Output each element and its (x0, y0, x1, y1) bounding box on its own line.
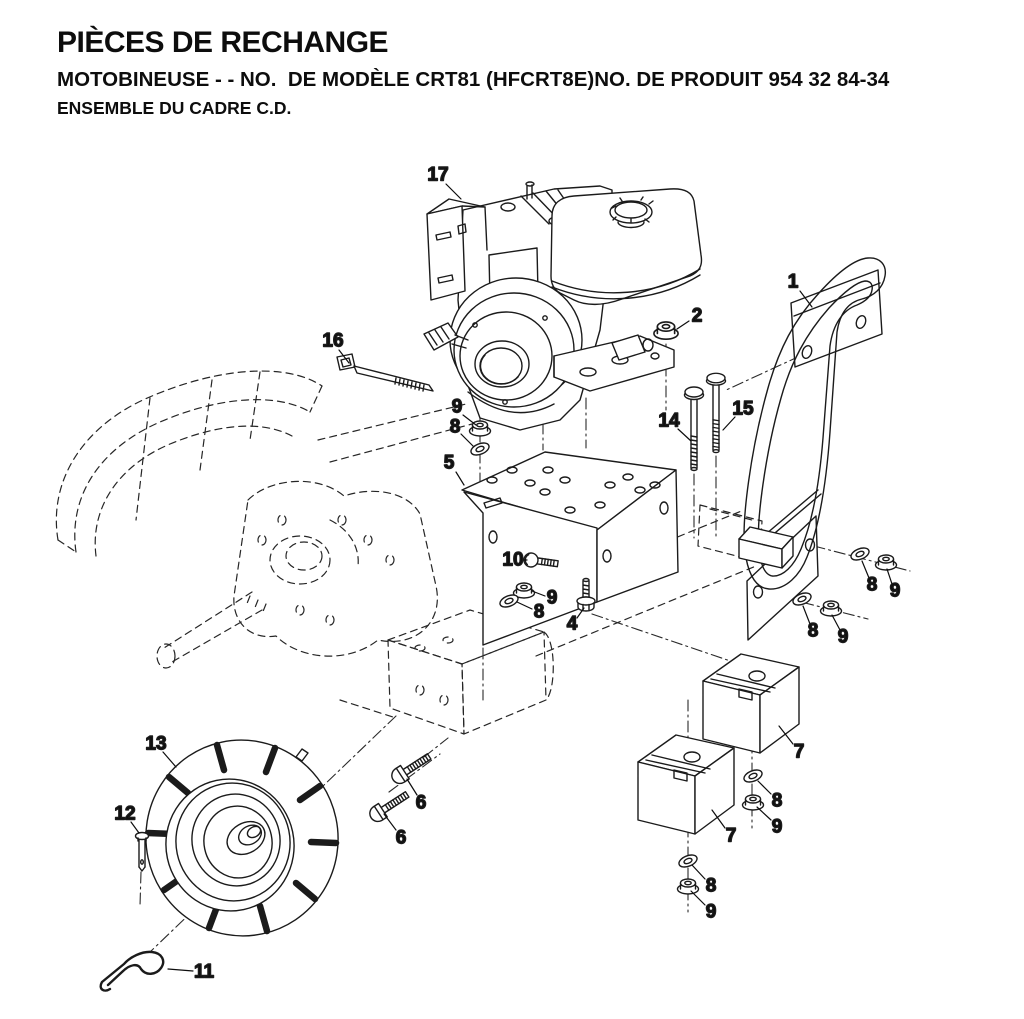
washer-8 (469, 441, 491, 458)
callout-7: 7 (725, 825, 737, 847)
assembly-line: ENSEMBLE DU CADRE C.D. (57, 98, 292, 118)
callout-leader-9 (757, 807, 771, 820)
callout-8: 8 (807, 620, 819, 642)
nut-9 (470, 421, 491, 436)
callout-13: 13 (145, 733, 167, 755)
callout-9: 9 (771, 816, 783, 838)
callout-leader-5 (456, 472, 464, 485)
callout-8: 8 (533, 601, 545, 623)
callout-1: 1 (787, 271, 799, 293)
nut-9 (876, 555, 897, 570)
nut-2 (654, 322, 678, 339)
washer-8 (742, 768, 764, 785)
callout-leader-2 (677, 321, 689, 329)
callout-8: 8 (771, 790, 783, 812)
engine-mount-block-upper (703, 654, 799, 753)
nut-9 (821, 601, 842, 616)
frame-bracket (739, 258, 885, 640)
callout-14: 14 (658, 410, 680, 432)
page-title: PIÈCES DE RECHANGE (57, 26, 389, 59)
callout-5: 5 (443, 452, 455, 474)
wheel (128, 722, 357, 954)
callout-9: 9 (889, 580, 901, 602)
model-line: MOTOBINEUSE - - NO. DE MODÈLE CRT81 (HFCRT8E)NO. DE PRODUIT 954 32 84-34 (57, 68, 890, 91)
callout-17: 17 (427, 164, 449, 186)
callout-12: 12 (114, 803, 136, 825)
bolt-6 (367, 788, 412, 825)
callout-leader-6 (384, 814, 396, 830)
washer-8 (677, 853, 699, 870)
frame-upper-plate (791, 270, 882, 367)
washer-8 (849, 546, 871, 563)
nut-9 (743, 795, 764, 810)
callout-leader-8 (758, 781, 771, 794)
engine-mount-block-lower (638, 735, 734, 834)
engine-assembly (424, 182, 702, 430)
callout-leader-9 (463, 415, 476, 425)
callout-9: 9 (705, 901, 717, 923)
callout-8: 8 (705, 875, 717, 897)
callout-4: 4 (566, 613, 578, 635)
callout-9: 9 (451, 396, 463, 418)
callout-leader-17 (446, 184, 461, 199)
callout-16: 16 (322, 330, 344, 352)
callout-9: 9 (546, 587, 558, 609)
nut-9 (678, 879, 699, 894)
callout-15: 15 (732, 398, 754, 420)
hairpin-clip (101, 952, 163, 991)
fasteners (367, 322, 897, 894)
callout-leader-8 (461, 434, 473, 446)
fuel-tank (551, 189, 702, 305)
callout-leader-9 (691, 891, 705, 905)
callout-10: 10 (502, 549, 524, 571)
callout-6: 6 (395, 827, 407, 849)
callout-leader-14 (678, 429, 691, 441)
callout-leader-11 (168, 969, 193, 971)
callout-6: 6 (415, 792, 427, 814)
cable-tie (337, 354, 433, 391)
callout-leader-8 (692, 865, 705, 879)
bolt-15 (707, 373, 726, 452)
bolt-14 (685, 387, 704, 471)
callout-11: 11 (193, 961, 215, 983)
callout-7: 7 (793, 741, 805, 763)
callout-2: 2 (691, 305, 703, 327)
callout-8: 8 (866, 574, 878, 596)
callout-8: 8 (449, 416, 461, 438)
callout-9: 9 (837, 626, 849, 648)
